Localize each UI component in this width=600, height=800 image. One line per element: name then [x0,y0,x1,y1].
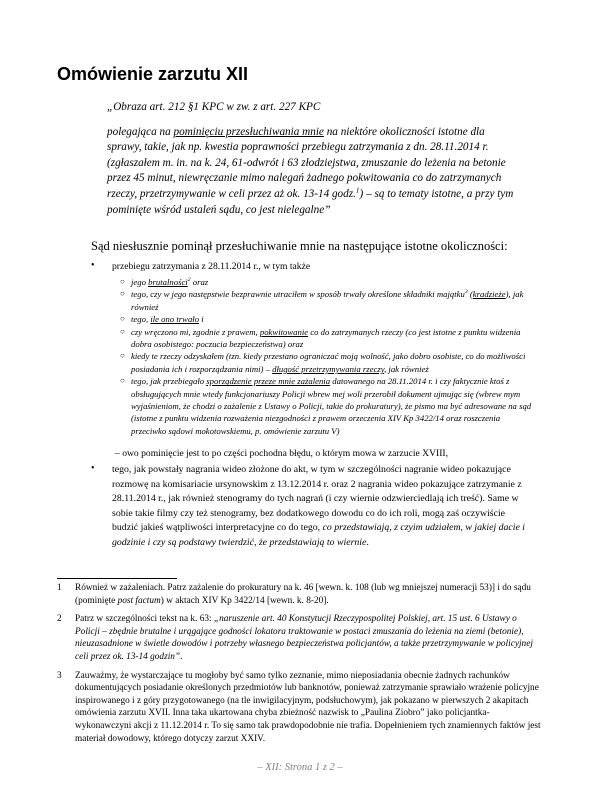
circle-bullet-icon: ○ [120,326,125,336]
list-italic-text: co przedstawiają, z czyim udziałem, w jakiej dacie i godzinie i czy są podstawy twierdzić, że przedstawiają to wiernie [112,522,526,548]
list-text: . [366,536,369,548]
footnote-ref: 1 [355,186,360,195]
sub-list-item [120,375,534,437]
sub-underlined: ile ono trwało [150,314,200,325]
intro-paragraph: Sąd niesłusznie pominął przesłuchiwanie mnie na następujące istotne okoliczności: [91,239,508,253]
sub-underlined: długość przetrzymywania rzeczy [272,363,385,374]
sub-text: i [199,314,204,325]
sub-text: tego, jak przebiegało [131,376,207,387]
sub-text: czy wręczono mi, zgodnie z prawem, [131,326,260,337]
footnote-italic: „naruszenie art. 40 Konstytucji Rzeczypospolitej Polskiej, art. 15 ust. 6 Ustawy o Policji – zbędnie brutalne i urągające godności lokatora traktowanie w postaci zmuszania do leżenia na ziemi (betonie), nieuzasadnione w świetle dowodów i potrzeby własnego bezpieczeństwa policjantów, a także przetrzymywanie w policyjnej celi przez ok. 13-14 godzin” [75,614,533,662]
footnote-text: . [180,651,183,662]
sub-text: kiedy te rzeczy odzyskałem (tzn. kiedy przestano ograniczać moją wolność, jako dobro osobiste, co do możliwości posiadania ich i rozporządzania nimi) – [131,351,526,374]
circle-bullet-icon: ○ [120,376,125,386]
quote-heading: „Obraza art. 212 §1 KPC w zw. z art. 227 KPC [107,101,321,113]
sub-note: (istotne z punktu widzenia rozważenia niezgodności z prawem orzeczenia XIV Kp 3422/14 oraz roszczenia przeciwko sądowi mokotowskiemu, p. omówienie zarzutu V) [131,413,501,436]
footnote [57,582,542,607]
bullet-icon: • [91,463,95,474]
footnote [57,670,542,746]
sub-list-item [120,276,534,288]
sub-list-item [120,350,534,375]
list-item-text: przebiegu zatrzymania z 28.11.2014 r., w tym także [112,261,311,272]
sub-text: oraz [190,277,209,287]
bullet-icon: • [91,260,95,271]
footnote-number: 1 [57,583,62,593]
sub-text: , jak również [384,363,429,374]
footnote [57,613,542,663]
quote-text: polegająca na [107,125,174,138]
footnote-text: Również w zażaleniach. Patrz zażalenie do prokuratury na k. 46 [wewn. k. 108 (lub wg mniejszej numeracji 53)] i do sądu (pominięte [75,583,531,606]
sub-text: ( [467,289,473,300]
sub-text: jego [131,277,149,287]
footnotes [57,582,542,751]
footnote-separator [57,578,177,579]
footnote-number: 3 [57,670,62,681]
circle-bullet-icon: ○ [120,289,125,299]
footnote-ref: 3 [464,289,468,296]
footnote-text: Zauważmy, że wystarczające tu mogłoby być samo tylko zeznanie, mimo nieposiadania obecnie żadnych rachunków dokumentujących posiadanie określonych przedmiotów lub banknotów, ponieważ zatrzymanie sprawiało wrażenie policyjne inspirowanego i z góry przygotowanego (na tle inwigilacyjnym, podsłuchowym), jak pokazano w pierwszych 2 akapitach omówienia zarzutu XVII. Inna taka ukartowana chyba zbieżność nazwisk to „Paulina Ziobro” jako policjantka-wykonawczyni akcji z 11.12.2014 r. To się samo tak prawdopodobnie nie trafia. Dopełnieniem tych znamiennych faktów jest materiał dowodowy, którego dotyczy zarzut XXIV. [75,670,541,744]
page-footer: – XII: Strona 1 z 2 – [257,762,343,773]
quote-body [107,125,519,219]
circle-bullet-icon: ○ [120,277,125,286]
sub-text: co do zatrzymanych rzeczy (co jest istotne z punktu widzenia dobra osobistego: poczucia bezpieczeństwa) oraz [131,326,521,350]
sub-list [120,276,534,437]
sub-underlined: pokwitowanie [259,326,309,337]
list-text: tego, jak powstały nagrania wideo złożone do akt, w tym w szczególności nagranie wideo pokazujące rozmowę na komisariacie ursynowskim z 13.12.2014 r. oraz 2 nagrania wideo pokazujące zatrzymanie z 28.11.2014 r., jak również stenogramy do tych nagrań (i czy wiernie odzwierciedlają ich treść). Same w sobie takie filmy czy też stenogramy, bez dodatkowego dowodu co do ich roli, mogą zaś oczywiście budzić jakieś wątpliwości interpretacyjne co do tego, [112,464,522,534]
footnote-number: 2 [57,614,62,625]
circle-bullet-icon: ○ [120,314,125,324]
sub-underlined: brutalności [148,277,188,287]
sub-list-item [120,288,534,313]
sub-list-item [120,326,534,351]
footnote-text: ) w aktach XIV Kp 3422/14 [wewn. k. 8-20]. [160,595,329,606]
quote-text: ) – są to tematy istotne, a przy tym pominięte wśród ustaleń sądu, co jest nielegalne” [107,187,514,216]
sub-list-item [120,313,534,325]
sub-underlined: kradzieże [472,289,506,300]
footnote-italic: post factum [117,595,161,606]
page-title: Omówienie zarzutu XII [57,64,249,84]
footnote-text: Patrz w szczególności tekst na k. 63: [75,614,214,625]
list-item-comment: – owo pominięcie jest to po części pochodna błędu, o którym mowa w zarzucie XVIII, [115,448,449,459]
sub-text: tego, [131,314,151,325]
sub-underlined: sporządzenie przeze mnie zażalenia [206,376,331,387]
footnote-ref: 2 [187,277,191,284]
quote-text: na niektóre okoliczności istotne dla sprawy, takie, jak np. kwestia poprawności przebiegu zatrzymania z dn. 28.11.2014 r. (zgłaszałem m. in. na k. 24, 61-odwrót i 63 złodziejstwa, zmuszanie do leżenia na betonie przez 45 minut, niewręczanie mimo nalegań żadnego pokwitowania co do zatrzymanych rzeczy, przetrzymywanie w celi przez aż ok. 13-14 godz. [107,125,506,200]
sub-text: tego, czy w jego następstwie bezprawnie utraciłem w sposób trwały określone składniki majątku [131,289,465,300]
list-item-text [112,463,532,551]
quote-underlined: pominięciu przesłuchiwania mnie [173,125,324,138]
sub-text: datowanego na 28.11.2014 r. i czy faktycznie ktoś z obsługujących mnie wtedy funkcjonariuszy Policji wbrew mej woli przerobił dokument ujmując się (wbrew mym wyjaśnieniom, że chodzi o zażalenie z Ustawy o Policji, takie do prokuratury), że pismo ma być adresowane na sąd [131,376,532,412]
charge-quote [107,100,519,218]
sub-text: ), jak również [131,289,524,312]
circle-bullet-icon: ○ [120,351,125,361]
